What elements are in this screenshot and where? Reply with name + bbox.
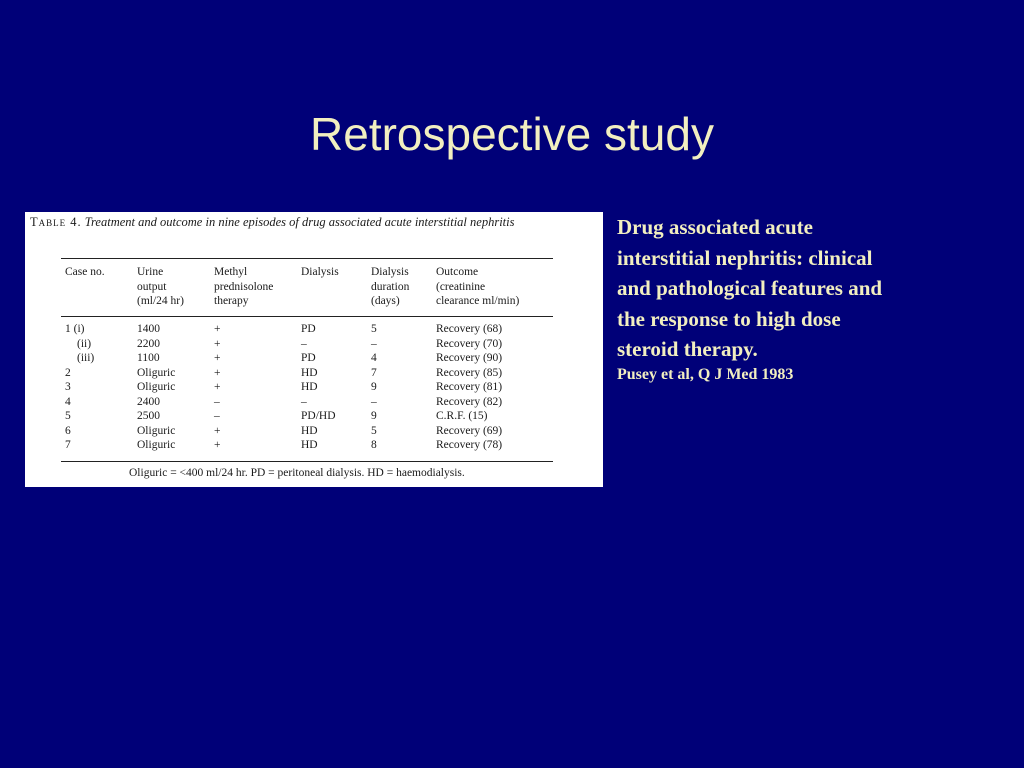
table-cell: + (214, 366, 221, 379)
table-caption (30, 214, 595, 230)
table-cell: + (214, 439, 221, 451)
header-line: (days) (371, 295, 400, 307)
paper-title-line: interstitial nephritis: clinical (617, 245, 873, 270)
table-header-rule (61, 316, 553, 317)
column-methyl (214, 322, 221, 453)
table-cell: Recovery (90) (436, 352, 503, 364)
header-line: (creatinine (436, 280, 486, 293)
header-line: clearance ml/min) (436, 295, 520, 307)
table-cell: 2400 (137, 395, 160, 408)
table-caption-label: Table 4. (30, 215, 82, 229)
header-line: Outcome (436, 266, 479, 278)
table-cell: PD (301, 352, 316, 364)
header-line: Methyl (214, 266, 248, 278)
header-dialysis (301, 265, 339, 280)
table-footnote: Oliguric = <400 ml/24 hr. PD = peritoneal dialysis. HD = haemodialysis. (129, 467, 465, 479)
column-duration (371, 322, 377, 453)
table-bottom-rule (61, 461, 553, 462)
header-line: Urine (137, 266, 164, 278)
table-cell: 7 (371, 366, 377, 379)
table-cell: Recovery (78) (436, 439, 503, 451)
table-cell: HD (301, 424, 318, 437)
table-cell: Oliguric (137, 366, 176, 379)
table-cell: Oliguric (137, 439, 176, 451)
table-cell: 2200 (137, 337, 160, 350)
table-cell: + (214, 337, 221, 350)
table-cell: 7 (65, 439, 71, 451)
paper-title-line: steroid therapy. (617, 337, 758, 361)
table-cell: (ii) (77, 337, 92, 350)
table-cell: 9 (371, 410, 377, 422)
table-cell: HD (301, 366, 318, 379)
table-cell: PD (301, 323, 316, 335)
header-line: duration (371, 280, 410, 293)
table-cell: 5 (371, 323, 377, 335)
table-cell: Oliguric (137, 424, 176, 437)
table-cell: 1400 (137, 323, 160, 335)
table-cell: 5 (65, 410, 71, 422)
header-outcome (436, 265, 519, 309)
table-cell: Recovery (82) (436, 395, 503, 408)
table-cell: – (214, 395, 220, 408)
header-duration (371, 265, 409, 309)
table-cell: + (214, 323, 221, 335)
table-cell: Recovery (70) (436, 337, 503, 350)
table-cell: 2 (65, 366, 71, 379)
table-cell: 3 (65, 381, 71, 393)
table-cell: – (301, 337, 307, 350)
reference-block (617, 212, 957, 385)
table-cell: Recovery (68) (436, 323, 503, 335)
table-cell: (iii) (77, 352, 95, 364)
citation: Pusey et al, Q J Med 1983 (617, 365, 794, 383)
table-cell: HD (301, 381, 318, 393)
table-cell: 4 (65, 395, 71, 408)
column-outcome (436, 322, 502, 453)
paper-title-line: the response to high dose (617, 306, 841, 331)
header-line: Dialysis (301, 266, 339, 278)
table-cell: Recovery (69) (436, 424, 503, 437)
table-cell: 9 (371, 381, 377, 393)
table-cell: Recovery (85) (436, 366, 503, 379)
table-figure (25, 212, 603, 487)
header-case (65, 265, 105, 280)
header-line: therapy (214, 295, 249, 307)
table-top-rule (61, 258, 553, 259)
header-line: (ml/24 hr) (137, 295, 184, 307)
paper-title-line: Drug associated acute (617, 215, 813, 239)
table-cell: HD (301, 439, 318, 451)
table-cell: 2500 (137, 410, 160, 422)
table-caption-text: Treatment and outcome in nine episodes of drug associated acute interstitial nephritis (84, 215, 515, 229)
header-line: Case no. (65, 266, 105, 278)
column-dialysis (301, 322, 336, 453)
table-cell: – (301, 395, 307, 408)
slide-title: Retrospective study (310, 108, 714, 160)
header-line: prednisolone (214, 280, 274, 293)
header-line: Dialysis (371, 266, 409, 278)
header-line: output (137, 280, 167, 293)
paper-title-line: and pathological features and (617, 276, 883, 300)
table-cell: C.R.F. (15) (436, 410, 488, 422)
table-cell: – (214, 410, 220, 422)
paper-title (617, 212, 957, 365)
table-cell: – (371, 395, 377, 408)
table-cell: 1100 (137, 352, 160, 364)
table-cell: Oliguric (137, 381, 176, 393)
column-case (65, 322, 94, 453)
table-cell: 6 (65, 424, 71, 437)
table-cell: 8 (371, 439, 377, 451)
header-urine (137, 265, 184, 309)
table-cell: 5 (371, 424, 377, 437)
table-cell: + (214, 352, 221, 364)
table-cell: PD/HD (301, 410, 336, 422)
table-cell: + (214, 381, 221, 393)
table-cell: 1 (i) (65, 323, 85, 335)
table-cell: 4 (371, 352, 377, 364)
table-cell: – (371, 337, 377, 350)
column-urine (137, 322, 175, 453)
table-cell: + (214, 424, 221, 437)
header-methyl (214, 265, 273, 309)
table-cell: Recovery (81) (436, 381, 503, 393)
